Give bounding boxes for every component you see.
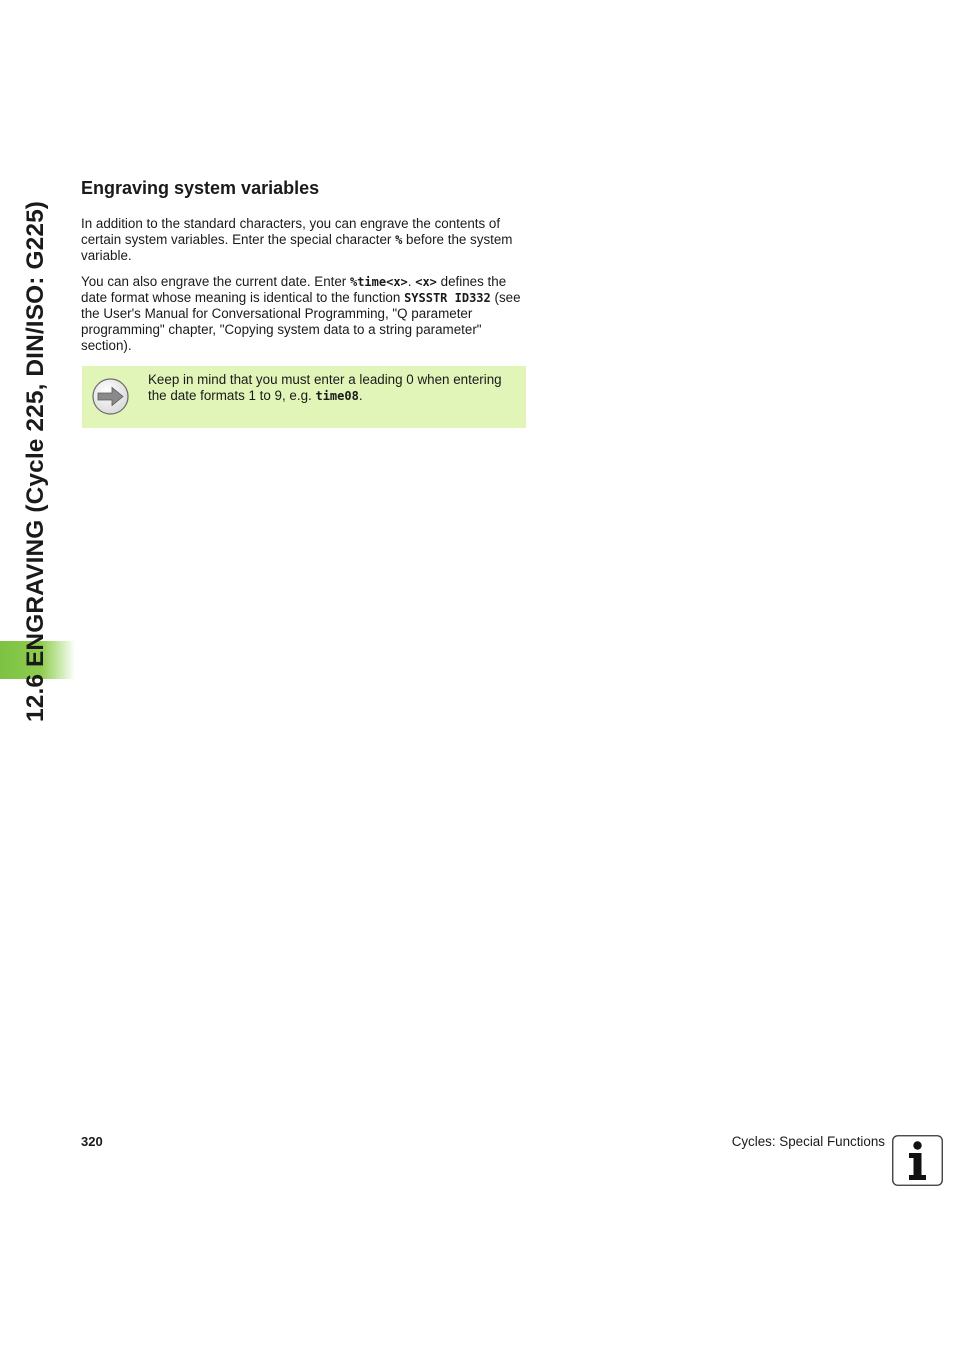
paragraph-text: . <box>407 274 416 289</box>
code-x: <x> <box>415 275 437 289</box>
footer-title: Cycles: Special Functions <box>731 1134 885 1149</box>
chapter-header-title: 12.6 ENGRAVING (Cycle 225, DIN/ISO: G225) <box>22 200 49 722</box>
info-icon <box>892 1135 943 1186</box>
paragraph-system-variables <box>81 216 531 264</box>
note-text-body: Keep in mind that you must enter a leading 0 when entering the date formats 1 to 9, e.g. <box>148 372 502 403</box>
paragraph-current-date <box>81 274 531 354</box>
section-heading: Engraving system variables <box>81 178 320 198</box>
paragraph-text: (see the User's Manual for Conversational Programming, "Q parameter programming" chapter, "Copying system data to a string parameter" section). <box>81 290 521 353</box>
arrow-right-icon <box>92 378 129 415</box>
paragraph-text: In addition to the standard characters, you can engrave the contents of certain system variables. Enter the special character <box>81 216 501 247</box>
note-text-end: . <box>358 388 363 403</box>
note-text <box>148 372 508 404</box>
note-box <box>82 366 526 428</box>
paragraph-text: defines the date format whose meaning is identical to the function <box>81 274 507 305</box>
code-time08: time08 <box>315 389 359 403</box>
paragraph-text: You can also engrave the current date. Enter <box>81 274 350 289</box>
code-percent: % <box>395 233 403 247</box>
paragraph-text: before the system variable. <box>81 232 513 263</box>
page-number: 320 <box>81 1134 103 1149</box>
code-time-x: %time<x> <box>349 275 408 289</box>
code-sysstr: SYSSTR ID332 <box>404 291 491 305</box>
